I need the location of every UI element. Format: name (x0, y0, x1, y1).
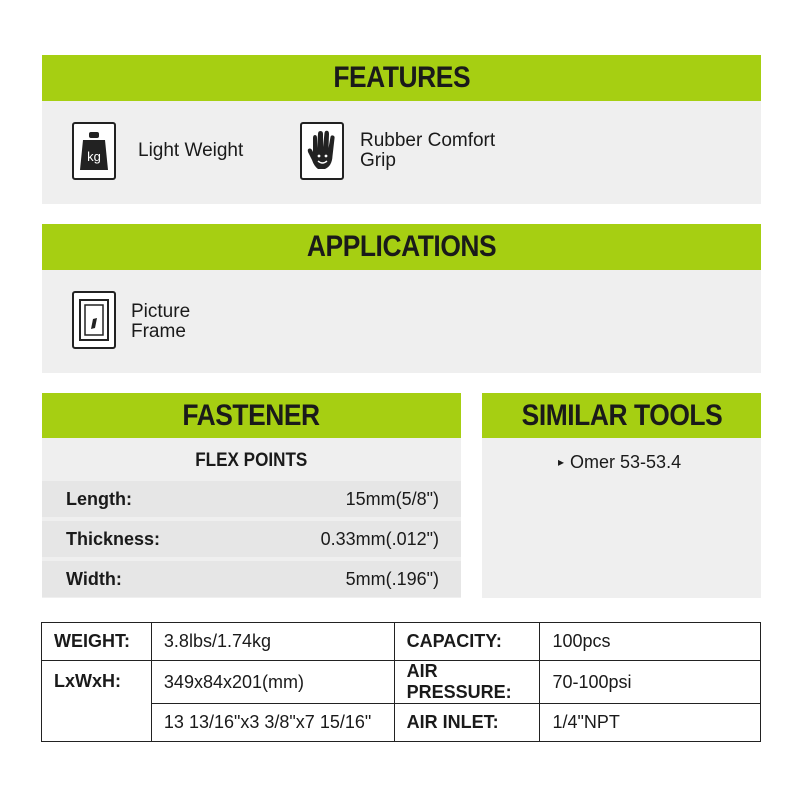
air-inlet-value: 1/4"NPT (540, 704, 761, 742)
feature-label-rubber-grip: Rubber Comfort Grip (360, 130, 496, 171)
table-row (42, 661, 761, 704)
air-inlet-label: AIR INLET: (394, 704, 540, 742)
bullet-arrow-icon: ▸ (558, 455, 565, 469)
features-panel (42, 101, 761, 204)
feature-label-light-weight: Light Weight (138, 140, 244, 161)
fastener-row-length (42, 481, 461, 517)
features-header (42, 55, 761, 101)
fastener-value: 0.33mm(.012") (320, 529, 439, 549)
air-pressure-label: AIR PRESSURE: (394, 661, 540, 704)
svg-text:kg: kg (87, 149, 101, 164)
fastener-row-width (42, 561, 461, 597)
application-label-picture-frame: Picture Frame (131, 301, 191, 342)
fastener-subtitle: FLEX POINTS (195, 450, 308, 471)
fastener-key: Thickness: (66, 529, 161, 549)
fastener-value: 5mm(.196") (345, 569, 439, 589)
picture-frame-icon (72, 291, 116, 349)
applications-panel (42, 270, 761, 373)
similar-tool-item[interactable] (558, 452, 681, 473)
fastener-key: Length: (66, 489, 132, 509)
weight-label: WEIGHT: (42, 623, 152, 661)
dims-imperial-value: 13 13/16"x3 3/8"x7 15/16" (151, 704, 394, 742)
fastener-title: FASTENER (182, 398, 321, 432)
weight-value: 3.8lbs/1.74kg (151, 623, 394, 661)
similar-tool-label: Omer 53-53.4 (570, 452, 682, 472)
applications-header (42, 224, 761, 270)
dims-metric-value: 349x84x201(mm) (151, 661, 394, 704)
similar-tools-title: SIMILAR TOOLS (521, 398, 722, 432)
weight-kg-icon (72, 122, 116, 180)
capacity-label: CAPACITY: (394, 623, 540, 661)
similar-tools-header (482, 393, 761, 438)
applications-title: APPLICATIONS (306, 230, 497, 263)
fastener-value: 15mm(5/8") (345, 489, 439, 509)
fastener-key: Width: (66, 569, 122, 589)
dims-label: LxWxH: (42, 661, 152, 742)
features-title: FEATURES (333, 61, 470, 94)
air-pressure-value: 70-100psi (540, 661, 761, 704)
fastener-header (42, 393, 461, 438)
capacity-value: 100pcs (540, 623, 761, 661)
glove-hand-icon (300, 122, 344, 180)
similar-tools-panel (482, 438, 761, 598)
fastener-row-thickness (42, 521, 461, 557)
spec-table (41, 622, 761, 742)
table-row (42, 623, 761, 661)
